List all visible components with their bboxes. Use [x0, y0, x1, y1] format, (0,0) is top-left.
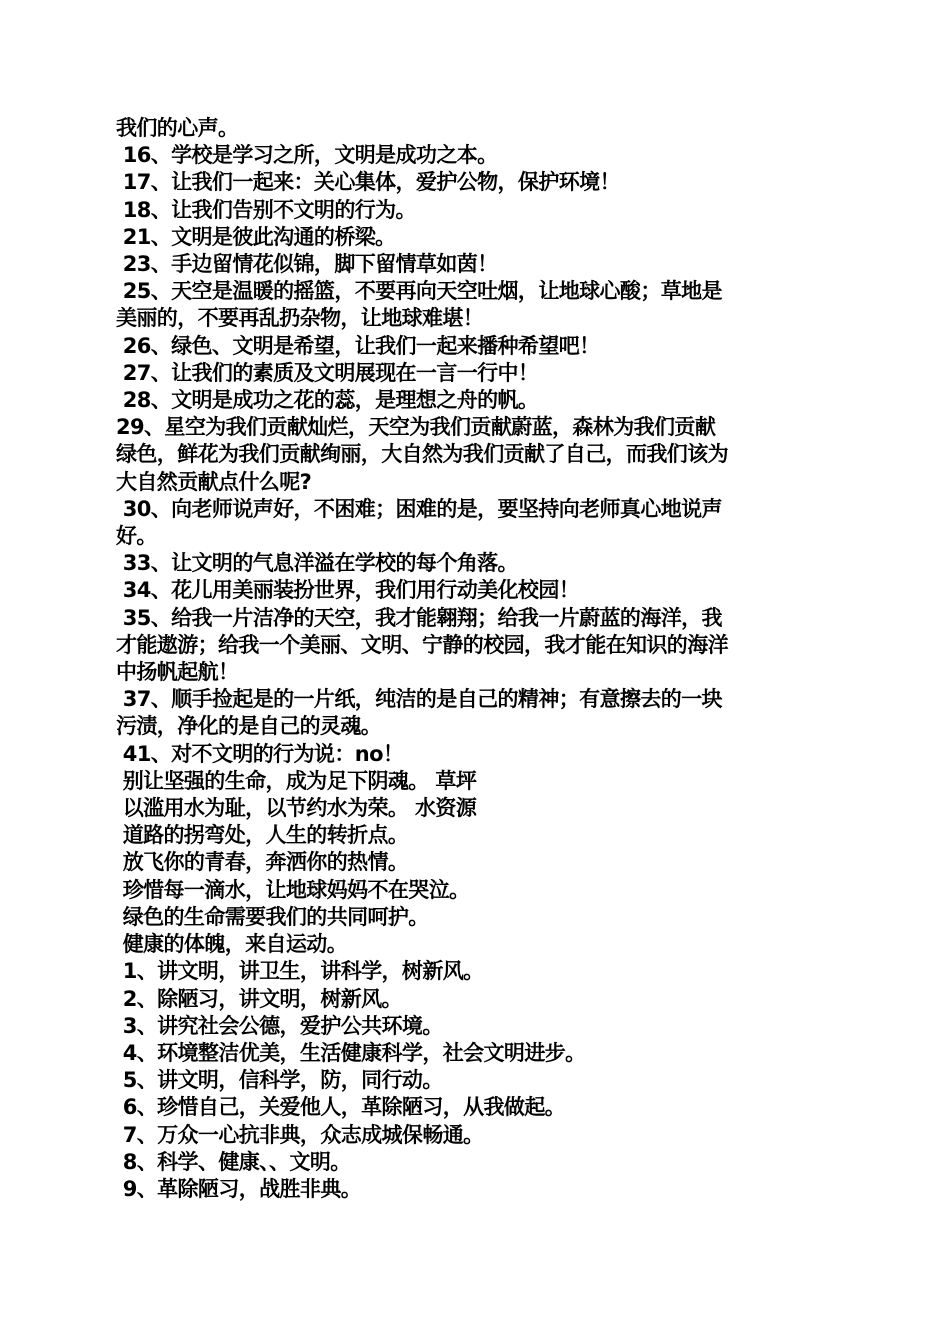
- text-line: 27、让我们的素质及文明展现在一言一行中！: [116, 360, 539, 385]
- text-line: 6、珍惜自己，关爱他人，革除陋习，从我做起。: [116, 1095, 566, 1120]
- text-line: 我们的心声。: [116, 116, 239, 140]
- text-line: 放飞你的青春，奔洒你的热情。: [116, 850, 409, 875]
- text-line: 29、星空为我们贡献灿烂，天空为我们贡献蔚蓝，森林为我们贡献: [116, 415, 716, 440]
- text-line: 4、环境整洁优美，生活健康科学，社会文明进步。: [116, 1040, 586, 1065]
- text-line: 18、让我们告别不文明的行为。: [116, 197, 416, 222]
- text-line: 26、绿色、文明是希望，让我们一起来播种希望吧！: [116, 333, 600, 358]
- text-line: 5、讲文明，信科学，防，同行动。: [116, 1068, 443, 1093]
- text-line: 中扬帆起航！: [116, 660, 239, 685]
- text-line: 21、文明是彼此沟通的桥梁。: [116, 224, 396, 249]
- text-line: 9、革除陋习，战胜非典。: [116, 1176, 362, 1201]
- text-line: 28、文明是成功之花的蕊，是理想之舟的帆。: [116, 388, 539, 413]
- text-line: 大自然贡献点什么呢?: [116, 469, 312, 494]
- text-line: 41、对不文明的行为说：no！: [116, 741, 404, 766]
- text-line: 33、让文明的气息洋溢在学校的每个角落。: [116, 551, 518, 576]
- text-line: 以滥用水为耻，以节约水为荣。 水资源: [116, 796, 477, 821]
- text-line: 美丽的，不要再乱扔杂物，让地球难堪！: [116, 306, 484, 331]
- text-line: 好。: [116, 524, 157, 549]
- text-line: 7、万众一心抗非典，众志成城保畅通。: [116, 1122, 484, 1147]
- text-line: 16、学校是学习之所，文明是成功之本。: [116, 143, 498, 168]
- text-line: 绿色的生命需要我们的共同呵护。: [116, 904, 429, 929]
- text-line: 才能遨游；给我一个美丽、文明、宁静的校园，我才能在知识的海洋: [116, 632, 728, 657]
- text-line: 35、给我一片洁净的天空，我才能翱翔；给我一片蔚蓝的海洋，我: [116, 605, 722, 630]
- text-line: 37、顺手捡起是的一片纸，纯洁的是自己的精神；有意擦去的一块: [116, 687, 722, 712]
- text-line: 2、除陋习，讲文明，树新风。: [116, 986, 402, 1011]
- text-line: 34、花儿用美丽装扮世界，我们用行动美化校园！: [116, 578, 580, 603]
- document-body: [116, 115, 836, 1203]
- text-line: 3、讲究社会公德，爱护公共环境。: [116, 1013, 443, 1038]
- text-line: 污渍，净化的是自己的灵魂。: [116, 714, 382, 739]
- text-line: 30、向老师说声好，不困难；困难的是，要坚持向老师真心地说声: [116, 496, 722, 521]
- text-line: 8、科学、健康、、文明。: [116, 1149, 351, 1174]
- text-line: 25、天空是温暖的摇篮，不要再向天空吐烟，让地球心酸；草地是: [116, 279, 722, 304]
- text-line: 23、手边留情花似锦，脚下留情草如茵！: [116, 252, 498, 277]
- text-line: 17、让我们一起来：关心集体，爱护公物，保护环境！: [116, 170, 620, 195]
- text-line: 珍惜每一滴水，让地球妈妈不在哭泣。: [116, 877, 470, 902]
- text-line: 道路的拐弯处，人生的转折点。: [116, 823, 409, 848]
- text-line: 健康的体魄，来自运动。: [116, 932, 348, 957]
- text-line: 1、讲文明，讲卫生，讲科学，树新风。: [116, 959, 484, 984]
- text-line: 绿色，鲜花为我们贡献绚丽，大自然为我们贡献了自己，而我们该为: [116, 442, 728, 467]
- text-line: 别让坚强的生命，成为足下阴魂。 草坪: [116, 768, 477, 793]
